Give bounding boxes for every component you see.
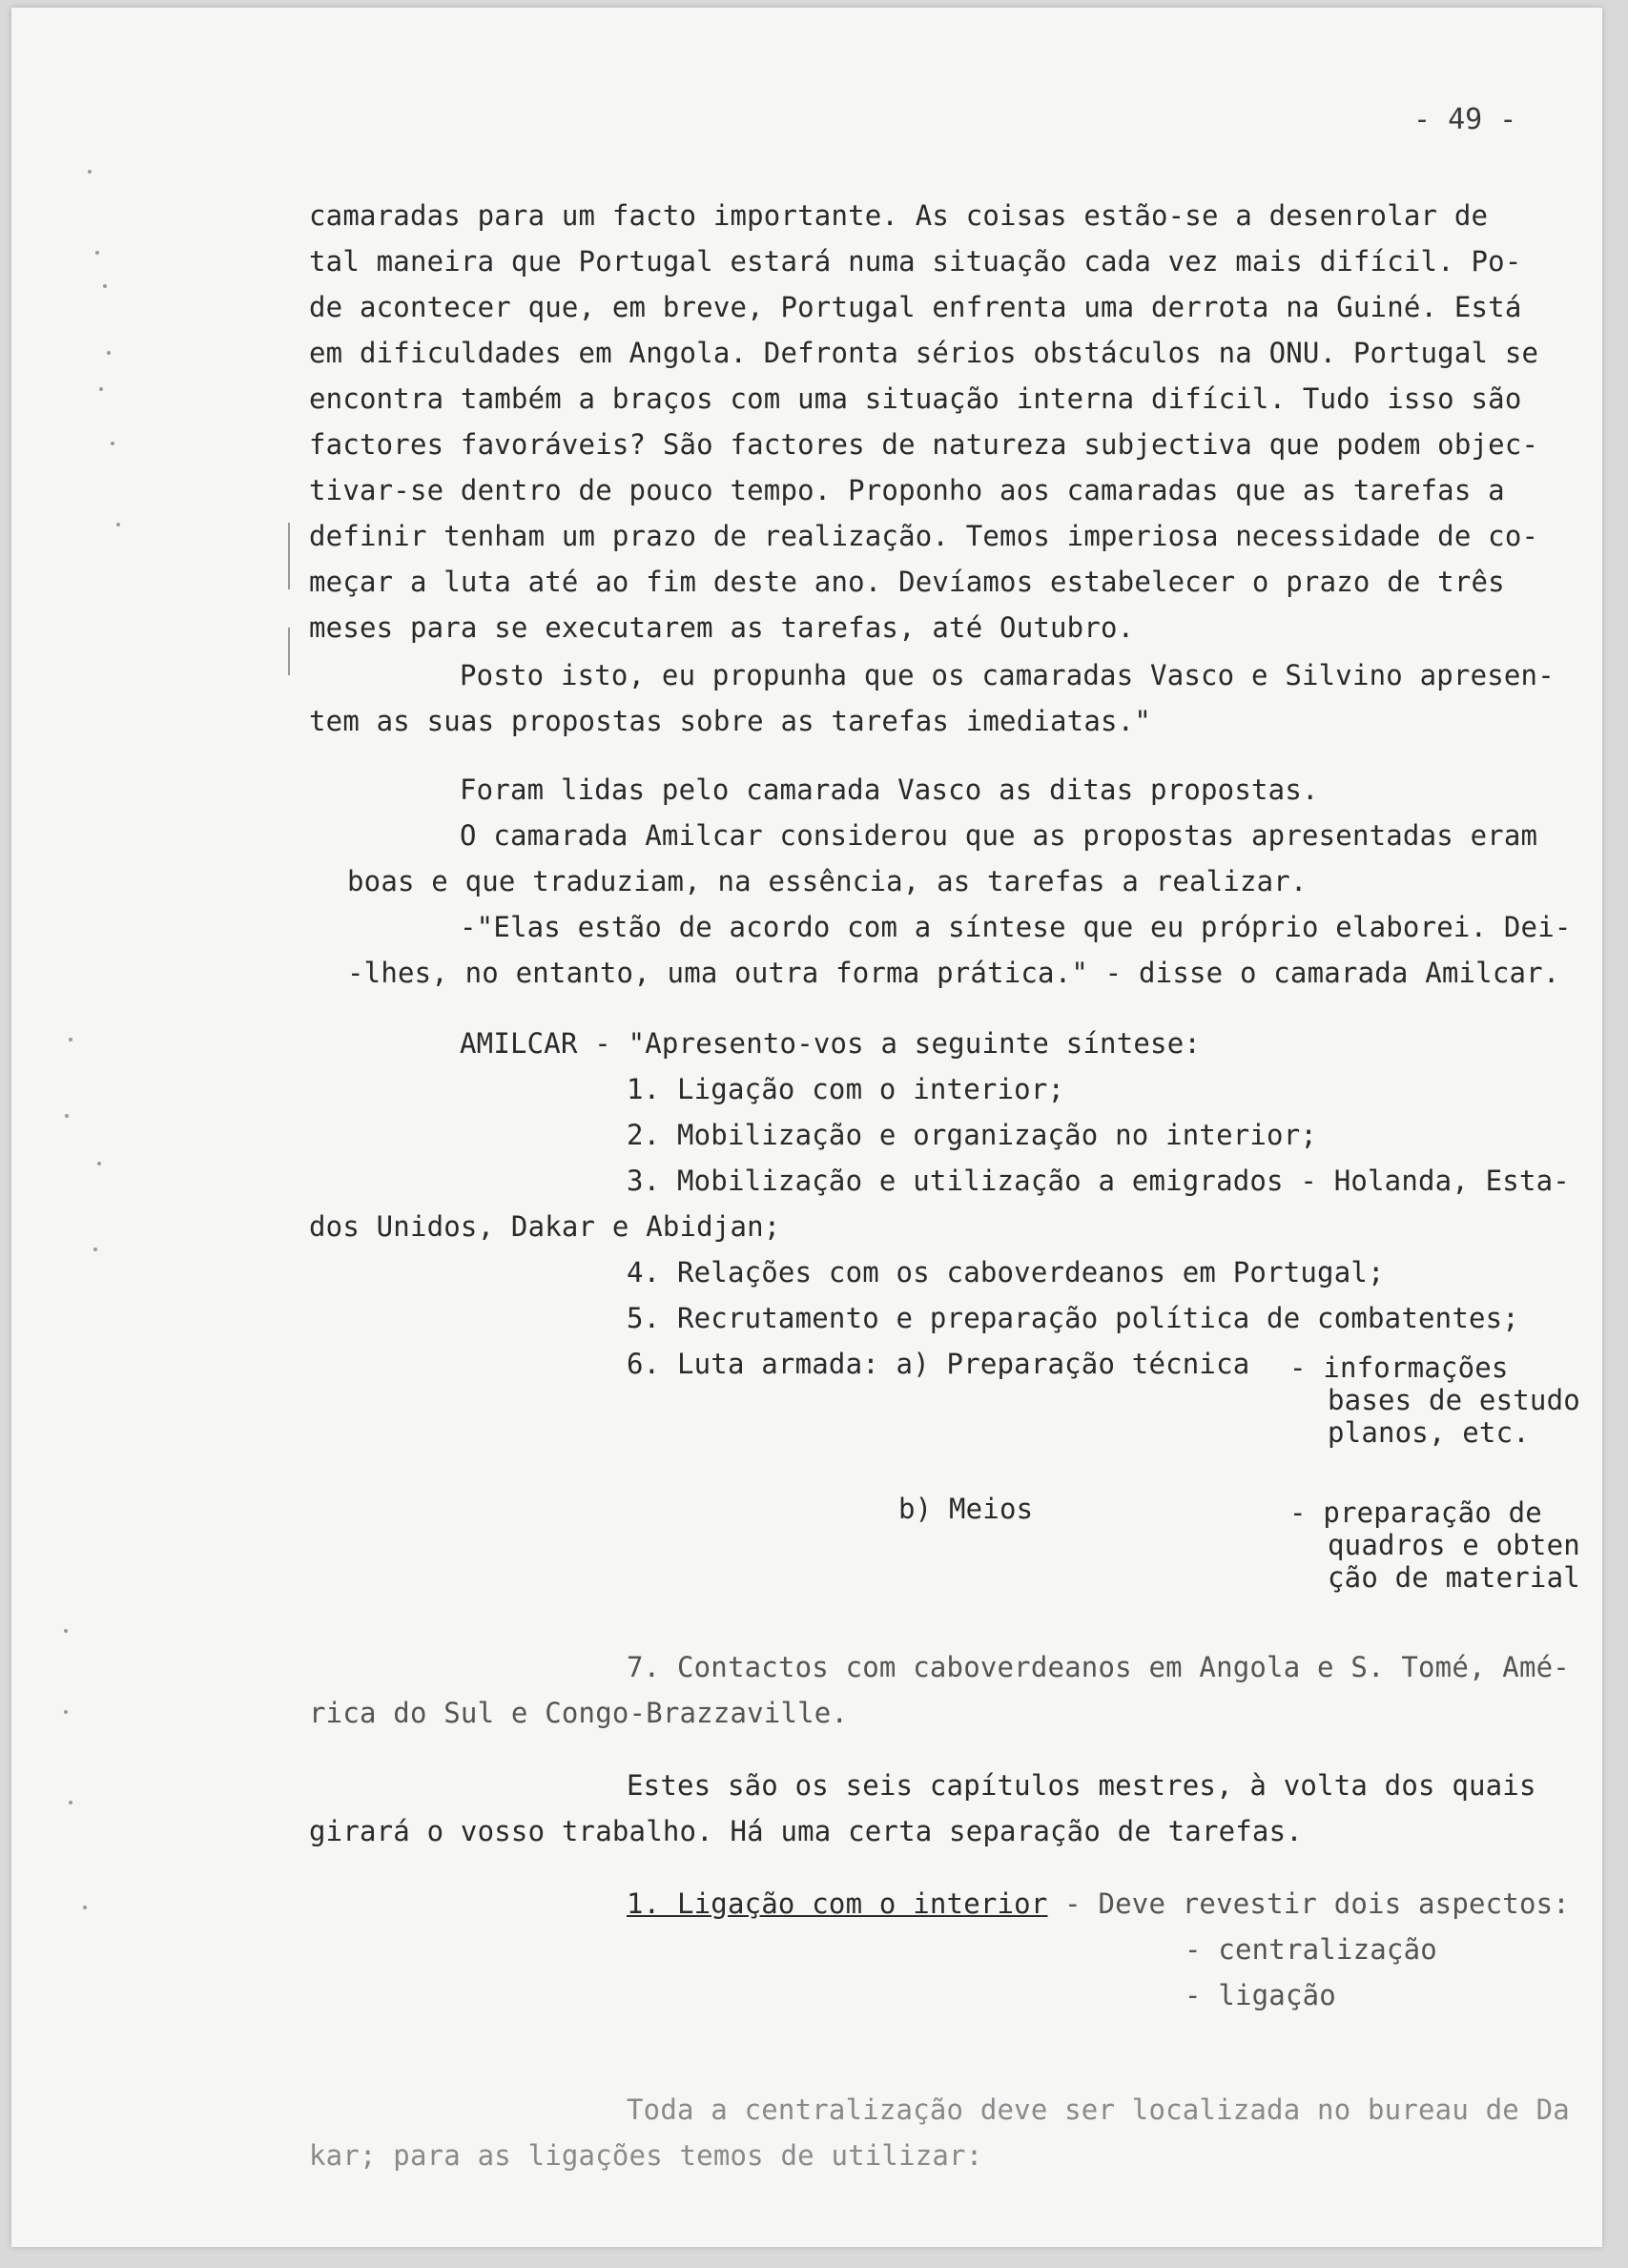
text-line: AMILCAR - "Apresento-vos a seguinte síntese: xyxy=(460,1027,1202,1060)
margin-mark xyxy=(288,523,290,589)
list-item: rica do Sul e Congo-Brazzaville. xyxy=(309,1697,849,1729)
list-subitem: ção de material xyxy=(1328,1561,1580,1594)
text-line: Toda a centralização deve ser localizada no bureau de Da xyxy=(627,2093,1570,2126)
scan-speck xyxy=(99,387,103,391)
text-line: O camarada Amilcar considerou que as propostas apresentadas eram xyxy=(460,819,1538,852)
text-line: tivar-se dentro de pouco tempo. Proponho aos camaradas que as tarefas a xyxy=(309,474,1505,506)
list-subitem: planos, etc. xyxy=(1328,1416,1530,1449)
text-line: Posto isto, eu propunha que os camaradas Vasco e Silvino apresen- xyxy=(460,659,1555,691)
text-line: tal maneira que Portugal estará numa situação cada vez mais difícil. Po- xyxy=(309,245,1522,278)
scan-speck xyxy=(65,1114,69,1118)
text-line: kar; para as ligações temos de utilizar: xyxy=(309,2139,983,2172)
text-line: definir tenham um prazo de realização. Temos imperiosa necessidade de co- xyxy=(309,520,1539,552)
list-subitem: quadros e obten xyxy=(1328,1529,1580,1561)
list-item: 5. Recrutamento e preparação política de combatentes; xyxy=(627,1302,1519,1334)
list-item: dos Unidos, Dakar e Abidjan; xyxy=(309,1210,781,1243)
list-item: 2. Mobilização e organização no interior; xyxy=(627,1119,1318,1151)
list-subitem: - ligação xyxy=(1185,1979,1336,2011)
scan-speck xyxy=(64,1629,68,1633)
scan-speck xyxy=(103,284,107,288)
text-line: factores favoráveis? São factores de natureza subjectiva que podem objec- xyxy=(309,428,1539,461)
scan-speck xyxy=(69,1038,72,1041)
section-heading-line xyxy=(627,1887,1570,1921)
list-subitem: bases de estudo xyxy=(1328,1384,1580,1416)
text-line: encontra também a braços com uma situação interna difícil. Tudo isso são xyxy=(309,382,1522,415)
list-subitem: - centralização xyxy=(1185,1933,1437,1966)
scan-speck xyxy=(69,1801,72,1804)
text-line: Foram lidas pelo camarada Vasco as ditas propostas. xyxy=(460,773,1319,806)
section-heading: 1. Ligação com o interior xyxy=(627,1887,1048,1920)
list-subitem: b) Meios xyxy=(898,1493,1034,1525)
list-item: 3. Mobilização e utilização a emigrados - Holanda, Esta- xyxy=(627,1165,1570,1197)
document-page xyxy=(11,8,1602,2247)
scan-speck xyxy=(88,170,92,174)
text-line: -"Elas estão de acordo com a síntese que eu próprio elaborei. Dei- xyxy=(460,911,1572,943)
list-item: 6. Luta armada: a) Preparação técnica xyxy=(627,1348,1250,1380)
list-item: 7. Contactos com caboverdeanos em Angola e S. Tomé, Amé- xyxy=(627,1651,1570,1683)
text-line: tem as suas propostas sobre as tarefas imediatas." xyxy=(309,705,1151,737)
text-line: meçar a luta até ao fim deste ano. Devíamos estabelecer o prazo de três xyxy=(309,566,1505,598)
list-subitem: - informações xyxy=(1289,1351,1509,1384)
list-item: 4. Relações com os caboverdeanos em Portugal; xyxy=(627,1256,1385,1289)
text-line: meses para se executarem as tarefas, até Outubro. xyxy=(309,611,1135,644)
text-line: boas e que traduziam, na essência, as tarefas a realizar. xyxy=(347,865,1308,897)
text-line: de acontecer que, em breve, Portugal enfrenta uma derrota na Guiné. Está xyxy=(309,291,1522,323)
text-line: -lhes, no entanto, uma outra forma prática." - disse o camarada Amilcar. xyxy=(347,957,1560,989)
scan-speck xyxy=(64,1710,68,1714)
text-line: camaradas para um facto importante. As coisas estão-se a desenrolar de xyxy=(309,199,1489,232)
list-item: 1. Ligação com o interior; xyxy=(627,1073,1065,1105)
scan-speck xyxy=(97,1162,101,1165)
text-line: em dificuldades em Angola. Defronta sérios obstáculos na ONU. Portugal se xyxy=(309,337,1539,369)
page-number: - 49 - xyxy=(1413,103,1517,136)
scan-speck xyxy=(83,1906,87,1909)
scan-speck xyxy=(93,1247,97,1251)
margin-mark xyxy=(288,628,290,675)
scan-speck xyxy=(95,251,99,255)
scan-speck xyxy=(111,442,114,445)
text-line: Estes são os seis capítulos mestres, à volta dos quais xyxy=(627,1769,1536,1802)
text-line: girará o vosso trabalho. Há uma certa separação de tarefas. xyxy=(309,1815,1303,1847)
scan-speck xyxy=(107,351,111,355)
section-heading-rest: - Deve revestir dois aspectos: xyxy=(1047,1887,1570,1920)
list-subitem: - preparação de xyxy=(1289,1496,1542,1529)
scan-speck xyxy=(116,523,120,526)
